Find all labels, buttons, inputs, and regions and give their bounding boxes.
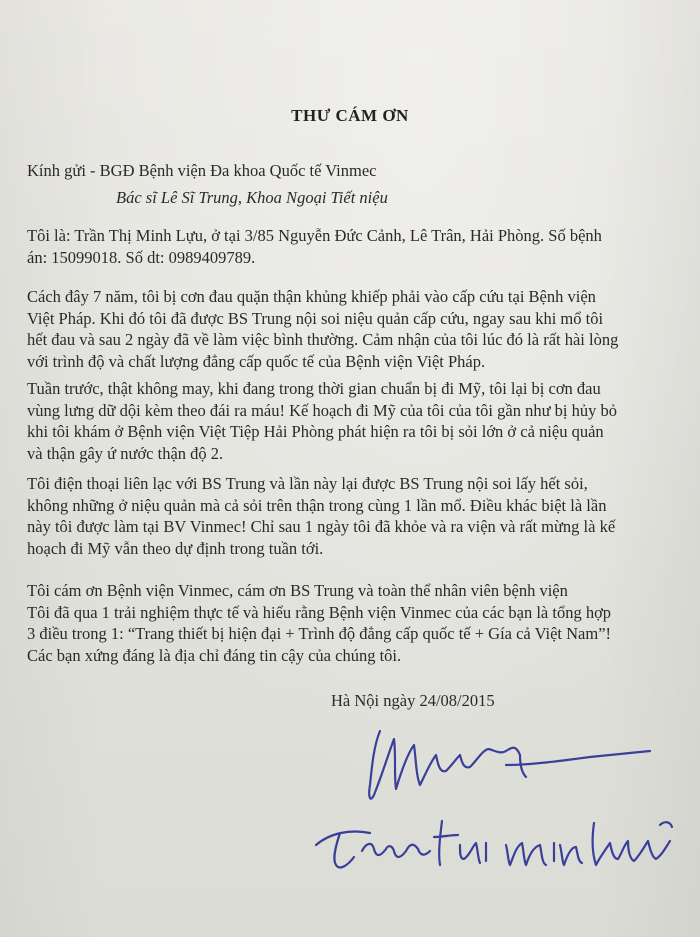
paragraph-line: vùng lưng dữ dội kèm theo đái ra máu! Kế hoạch đi Mỹ của tôi của tôi gần như bị hủy bỏ bbox=[27, 400, 617, 420]
place-date: Hà Nội ngày 24/08/2015 bbox=[331, 691, 495, 710]
recipient-line-1: Kính gửi - BGĐ Bệnh viện Đa khoa Quốc tế Vinmec bbox=[27, 161, 377, 180]
paragraph-line: khi tôi khám ở Bệnh viện Việt Tiệp Hải Phòng phát hiện ra tôi bị sỏi lớn ở cả niệu quản bbox=[27, 422, 604, 441]
paragraph-recent-illness bbox=[27, 378, 670, 464]
paragraph-line: hoạch đi Mỹ vẫn theo dự định trong tuần tới. bbox=[27, 538, 324, 558]
paragraph-line: án: 15099018. Số dt: 0989409789. bbox=[27, 247, 256, 267]
paragraph-line: hết đau và sau 2 ngày đã về làm việc bình thường. Cảm nhận của tôi lúc đó là rất hài lòng bbox=[27, 330, 619, 349]
paragraph-line: Tôi điện thoại liên lạc với BS Trung và lần này lại được BS Trung nội soi lấy hết sỏi, bbox=[27, 474, 588, 493]
letter-title: THƯ CÁM ƠN bbox=[291, 106, 409, 125]
handwritten-signature bbox=[310, 725, 700, 885]
paragraph-line: Tôi là: Trần Thị Minh Lựu, ở tại 3/85 Nguyễn Đức Cảnh, Lê Trân, Hải Phòng. Số bệnh bbox=[27, 226, 602, 245]
paragraph-history bbox=[27, 286, 670, 372]
paragraph-line: Cách đây 7 năm, tôi bị cơn đau quặn thận khủng khiếp phải vào cấp cứu tại Bệnh viện bbox=[27, 287, 596, 306]
paragraph-line: Tôi đã qua 1 trải nghiệm thực tế và hiểu rằng Bệnh viện Vinmec của các bạn là tổng hợp bbox=[27, 602, 612, 622]
paragraph-line: Tuần trước, thật không may, khi đang trong thời gian chuẩn bị đi Mỹ, tôi lại bị cơn đau bbox=[27, 379, 601, 398]
recipient-line-2: Bác sĩ Lê Sĩ Trung, Khoa Ngoại Tiết niệu bbox=[116, 188, 388, 207]
paragraph-intro bbox=[27, 225, 670, 268]
paragraph-thanks bbox=[27, 580, 670, 666]
paragraph-treatment bbox=[27, 473, 670, 559]
paragraph-line: không những ở niệu quản mà cả sỏi trên thận trong cùng 1 lần mổ. Điều khác biệt là lần bbox=[27, 495, 607, 515]
paragraph-line: 3 điều trong 1: “Trang thiết bị hiện đại + Trình độ đẳng cấp quốc tế + Gía cả Việt Nam”! bbox=[27, 624, 612, 643]
paragraph-line: Tôi cám ơn Bệnh viện Vinmec, cám ơn BS Trung và toàn thể nhân viên bệnh viện bbox=[27, 581, 568, 600]
paragraph-line: này tôi được làm tại BV Vinmec! Chỉ sau 1 ngày tôi đã khỏe và ra viện và rất mừng là kế bbox=[27, 517, 616, 536]
paragraph-line: Việt Pháp. Khi đó tôi đã được BS Trung nội soi niệu quản cấp cứu, ngay sau khi mổ tôi bbox=[27, 308, 604, 328]
paragraph-line: và thận gây ứ nước thận độ 2. bbox=[27, 443, 224, 463]
paragraph-line: với trình độ và chất lượng đẳng cấp quốc tế của Bệnh viện Việt Pháp. bbox=[27, 351, 486, 371]
paragraph-line: Các bạn xứng đáng là địa chỉ đáng tin cậy của chúng tôi. bbox=[27, 645, 402, 665]
